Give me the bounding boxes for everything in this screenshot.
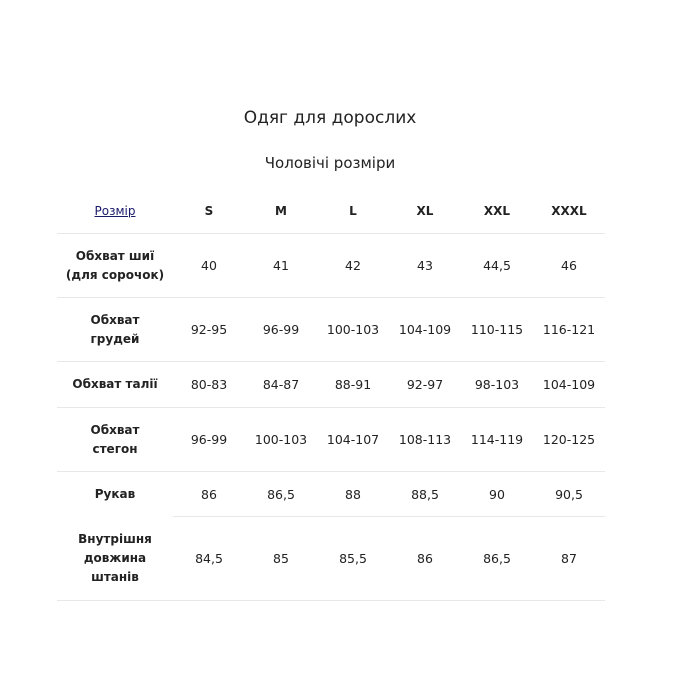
table-cell: 85 [245, 517, 317, 601]
row-label-inseam: Внутрішня довжина штанів [57, 517, 173, 601]
table-row-chest [57, 298, 605, 362]
row-label-hips: Обхват стегон [57, 408, 173, 472]
table-cell: 88,5 [389, 472, 461, 517]
size-header-row [57, 190, 605, 234]
table-cell: 92-97 [389, 362, 461, 408]
table-cell: 41 [245, 234, 317, 298]
table-cell: 110-115 [461, 298, 533, 362]
table-row-inseam [57, 517, 605, 601]
table-cell: 104-107 [317, 408, 389, 472]
size-header-m: M [275, 204, 287, 218]
table-cell: 80-83 [173, 362, 245, 408]
table-cell: 116-121 [533, 298, 605, 362]
table-cell: 104-109 [533, 362, 605, 408]
section-subtitle: Чоловічі розміри [264, 154, 396, 172]
table-row-waist [57, 362, 605, 408]
size-header-l: L [349, 204, 357, 218]
size-header-xl: XL [416, 204, 434, 218]
table-cell: 44,5 [461, 234, 533, 298]
table-cell: 90 [461, 472, 533, 517]
table-cell: 96-99 [173, 408, 245, 472]
row-label-chest: Обхват грудей [57, 298, 173, 362]
size-column-header[interactable]: Розмір [94, 204, 136, 218]
table-cell: 40 [173, 234, 245, 298]
row-label-waist: Обхват талії [57, 362, 173, 408]
table-cell: 98-103 [461, 362, 533, 408]
table-cell: 43 [389, 234, 461, 298]
table-cell: 96-99 [245, 298, 317, 362]
size-header-xxl: XXL [483, 204, 511, 218]
row-label-sleeve: Рукав [57, 472, 173, 517]
table-cell: 92-95 [173, 298, 245, 362]
page-title: Одяг для дорослих [243, 108, 417, 128]
table-cell: 85,5 [317, 517, 389, 601]
table-cell: 86,5 [245, 472, 317, 517]
table-row-neck [57, 234, 605, 298]
row-label-neck: Обхват шиї (для сорочок) [57, 234, 173, 298]
table-cell: 86,5 [461, 517, 533, 601]
table-cell: 46 [533, 234, 605, 298]
size-header-xxxl: XXXL [551, 204, 587, 218]
table-cell: 88 [317, 472, 389, 517]
table-cell: 120-125 [533, 408, 605, 472]
table-cell: 87 [533, 517, 605, 601]
table-cell: 104-109 [389, 298, 461, 362]
size-header-s: S [204, 204, 214, 218]
table-row-sleeve [57, 472, 605, 517]
table-cell: 90,5 [533, 472, 605, 517]
table-cell: 100-103 [317, 298, 389, 362]
table-cell: 86 [173, 472, 245, 517]
table-row-hips [57, 408, 605, 472]
table-cell: 108-113 [389, 408, 461, 472]
table-cell: 84-87 [245, 362, 317, 408]
table-cell: 42 [317, 234, 389, 298]
table-cell: 86 [389, 517, 461, 601]
table-cell: 84,5 [173, 517, 245, 601]
table-cell: 114-119 [461, 408, 533, 472]
table-cell: 100-103 [245, 408, 317, 472]
size-chart-table [57, 190, 605, 601]
table-cell: 88-91 [317, 362, 389, 408]
